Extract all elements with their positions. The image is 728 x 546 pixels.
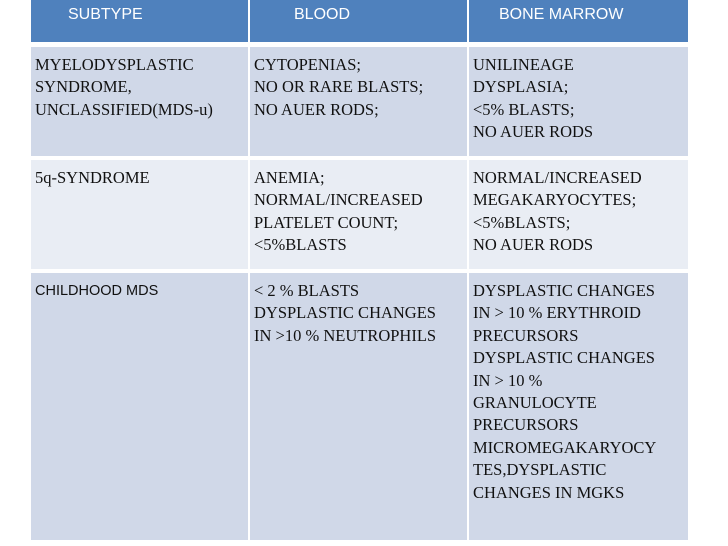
cell-bone-marrow: UNILINEAGE DYSPLASIA; <5% BLASTS; NO AUER RODS	[469, 47, 688, 158]
cell-subtype: 5q-SYNDROME	[31, 160, 250, 271]
cell-blood: CYTOPENIAS; NO OR RARE BLASTS; NO AUER RODS;	[250, 47, 469, 158]
table-header-row	[31, 0, 688, 47]
header-bone-marrow: BONE MARROW	[469, 0, 688, 44]
cell-subtype: CHILDHOOD MDS	[31, 273, 250, 542]
header-subtype: SUBTYPE	[31, 0, 250, 44]
table-row	[31, 47, 688, 158]
cell-bone-marrow: NORMAL/INCREASED MEGAKARYOCYTES; <5%BLASTS; NO AUER RODS	[469, 160, 688, 271]
cell-subtype: MYELODYSPLASTIC SYNDROME, UNCLASSIFIED(MDS-u)	[31, 47, 250, 158]
header-blood: BLOOD	[250, 0, 469, 44]
cell-blood: < 2 % BLASTS DYSPLASTIC CHANGES IN >10 % NEUTROPHILS	[250, 273, 469, 542]
table-row	[31, 273, 688, 542]
cell-blood: ANEMIA; NORMAL/INCREASED PLATELET COUNT; <5%BLASTS	[250, 160, 469, 271]
mds-table	[31, 0, 688, 542]
table-row	[31, 160, 688, 271]
cell-bone-marrow: DYSPLASTIC CHANGES IN > 10 % ERYTHROID PRECURSORS DYSPLASTIC CHANGES IN > 10 % GRANULOCYTE PRECURSORS MICROMEGAKARYOCY TES,DYSPLASTIC CHANGES IN MGKS	[469, 273, 688, 542]
